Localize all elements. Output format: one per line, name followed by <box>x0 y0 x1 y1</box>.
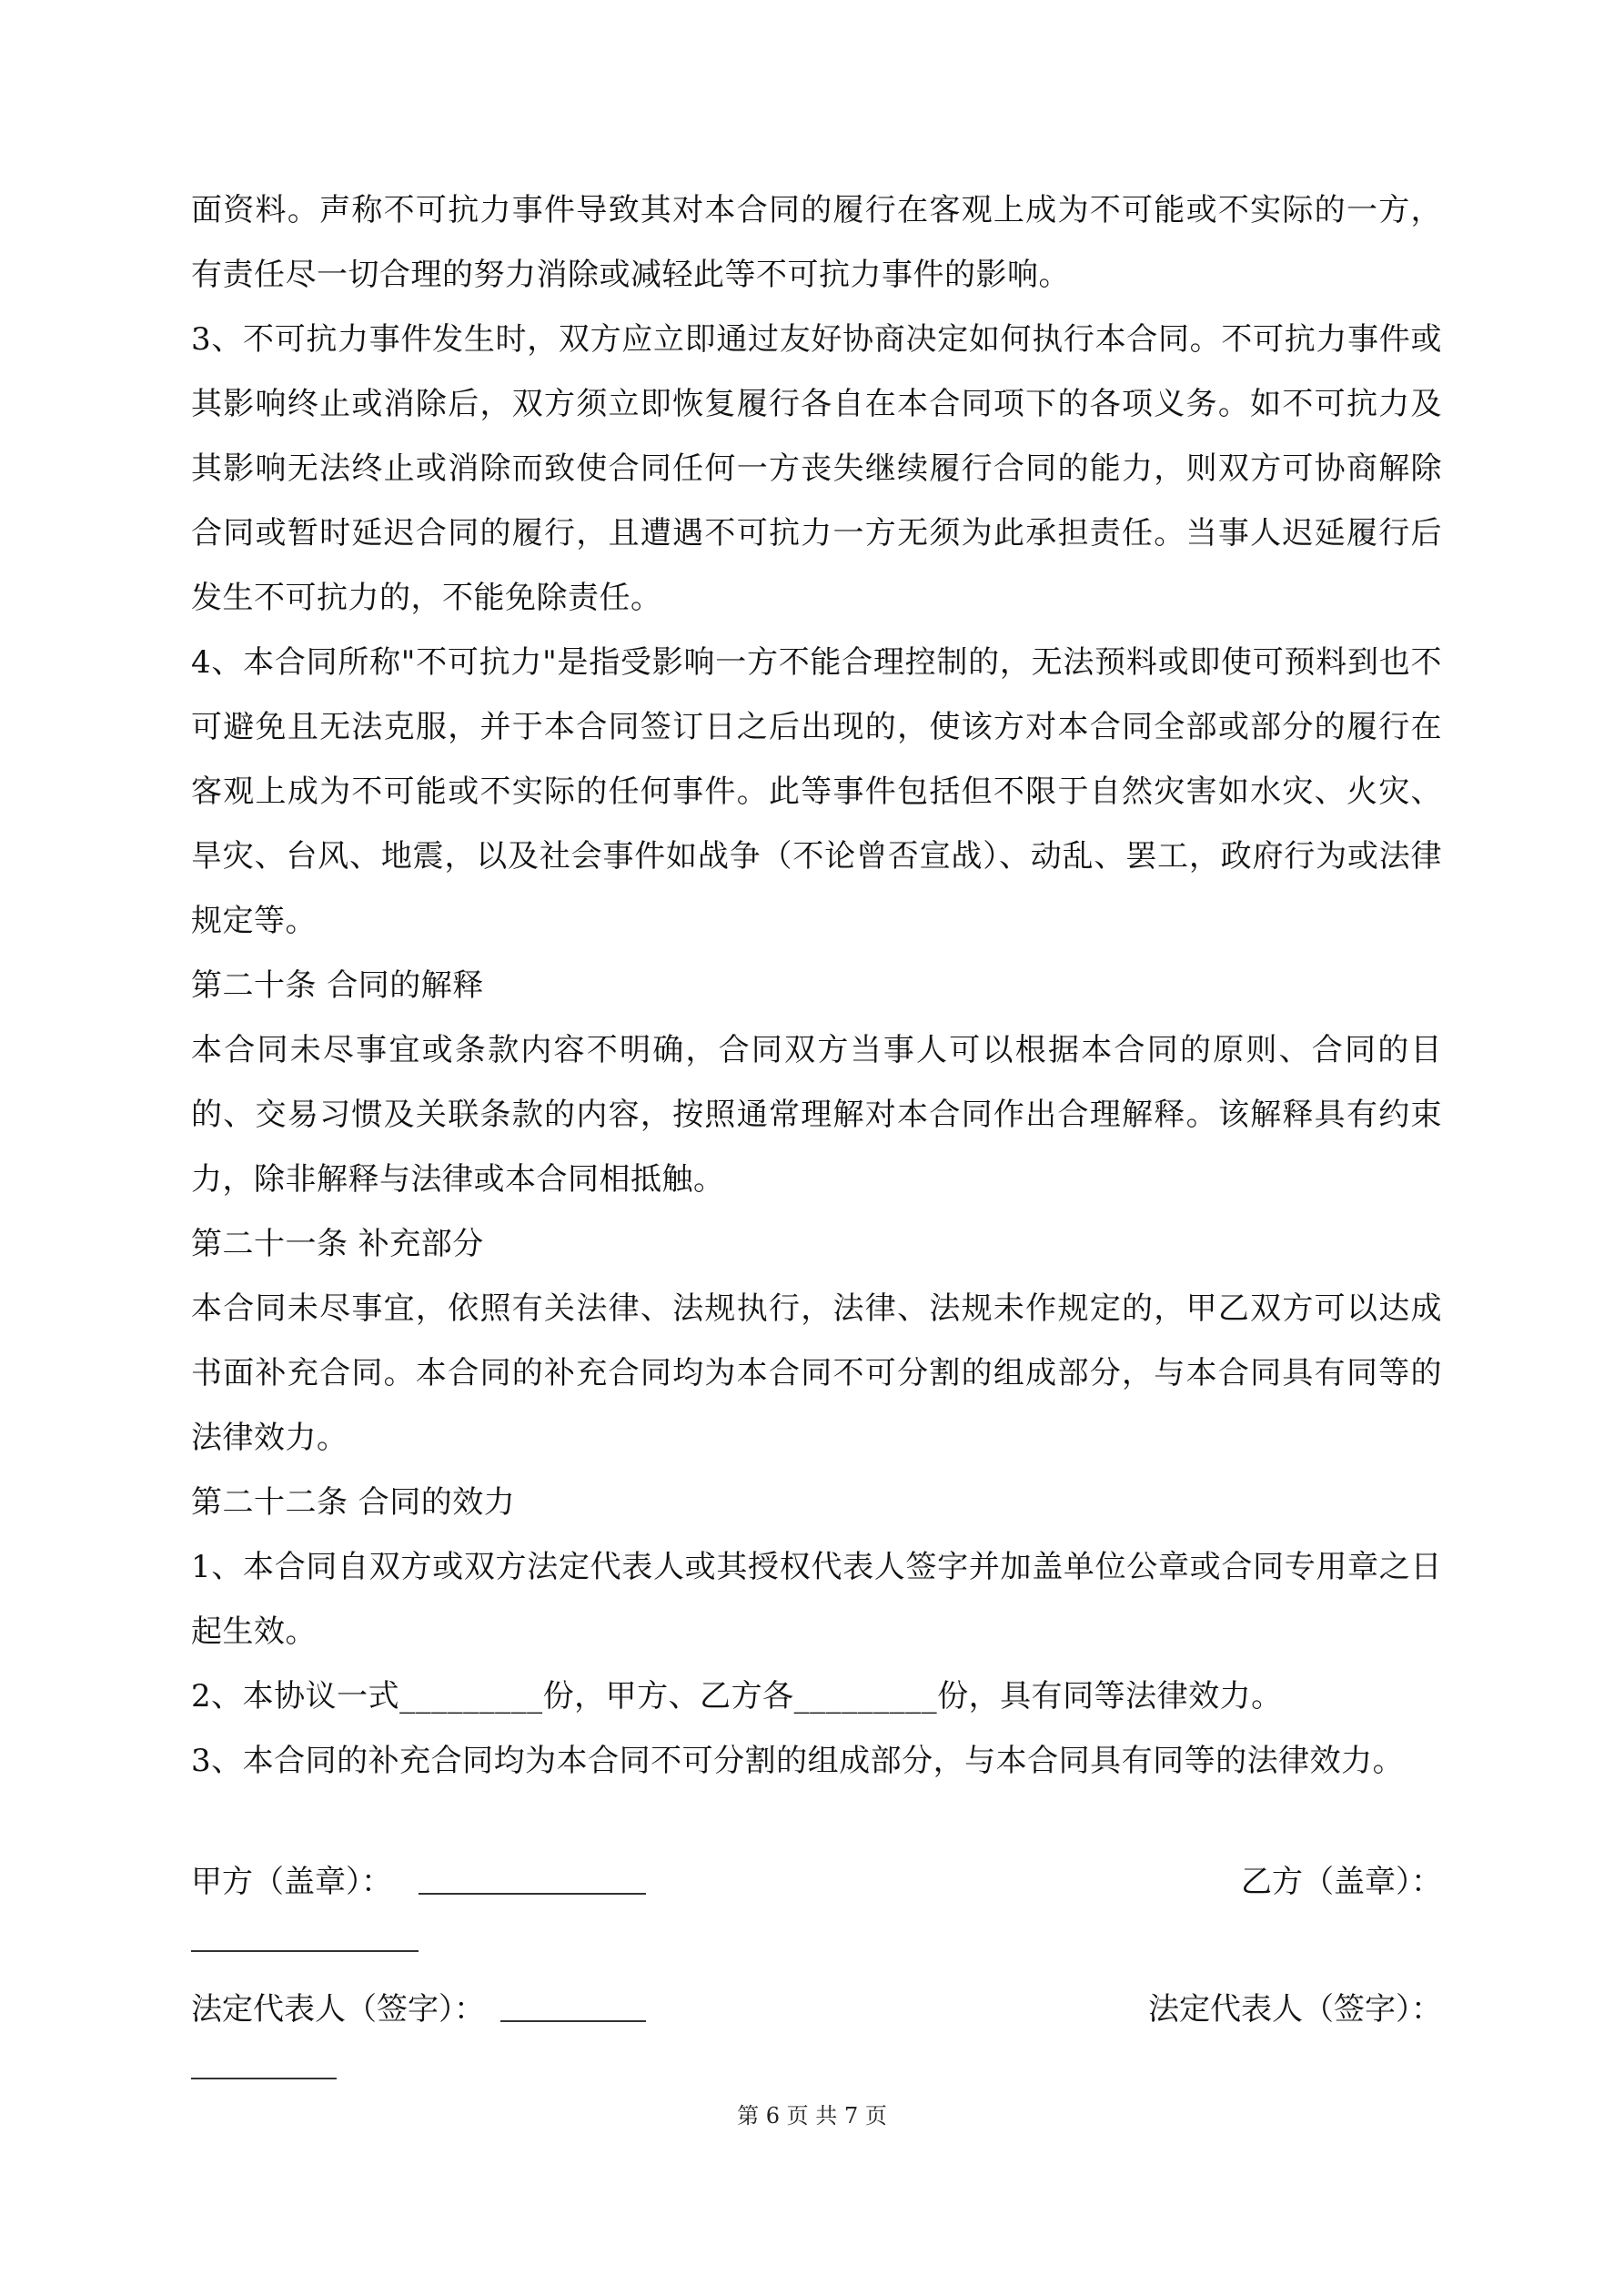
party-b-seal-line <box>191 1950 419 1952</box>
party-b-seal-label: 乙方（盖章）： <box>1241 1864 1442 1900</box>
page-footer: 第 6 页 共 7 页 <box>737 2103 887 2129</box>
paragraph-article-21: 本合同未尽事宜，依照有关法律、法规执行，法律、法规未作规定的，甲乙双方可以达成书面补充合同。本合同的补充合同均为本合同不可分割的组成部分，与本合同具有同等的法律效力。 <box>191 1290 1442 1456</box>
paragraph-article-22-2: 2、本协议一式_________份，甲方、乙方各_________份，具有同等法律效力。 <box>191 1678 1283 1714</box>
contract-body <box>191 178 1442 1794</box>
article-20-heading: 第二十条 合同的解释 <box>191 967 484 1004</box>
party-b-rep-line <box>191 2078 337 2079</box>
party-b-rep-label: 法定代表人（签字）： <box>1148 1991 1442 2028</box>
paragraph-article-22-1: 1、本合同自双方或双方法定代表人或其授权代表人签字并加盖单位公章或合同专用章之日起生效。 <box>191 1549 1442 1650</box>
paragraph-force-majeure-3: 3、不可抗力事件发生时，双方应立即通过友好协商决定如何执行本合同。不可抗力事件或其影响终止或消除后，双方须立即恢复履行各自在本合同项下的各项义务。如不可抗力及其影响无法终止或消除而致使合同任何一方丧失继续履行合同的能力，则双方可协商解除合同或暂时延迟合同的履行，且遭遇不可抗力一方无须为此承担责任。当事人迟延履行后发生不可抗力的，不能免除责任。 <box>191 321 1442 616</box>
party-a-rep-line <box>500 2020 646 2022</box>
paragraph-force-majeure-continuation: 面资料。声称不可抗力事件导致其对本合同的履行在客观上成为不可能或不实际的一方，有责任尽一切合理的努力消除或减轻此等不可抗力事件的影响。 <box>191 192 1442 293</box>
party-seal-row <box>191 1856 1442 1911</box>
party-a-rep-label: 法定代表人（签字）： <box>191 1991 485 2028</box>
article-21-heading: 第二十一条 补充部分 <box>191 1226 484 1262</box>
article-22-heading: 第二十二条 合同的效力 <box>191 1484 516 1521</box>
party-a-seal-line <box>419 1893 646 1895</box>
party-a-seal-label: 甲方（盖章）： <box>191 1864 392 1900</box>
paragraph-article-22-3: 3、本合同的补充合同均为本合同不可分割的组成部分，与本合同具有同等的法律效力。 <box>191 1743 1405 1779</box>
representative-row <box>191 1984 1442 2038</box>
paragraph-article-20: 本合同未尽事宜或条款内容不明确，合同双方当事人可以根据本合同的原则、合同的目的、交易习惯及关联条款的内容，按照通常理解对本合同作出合理解释。该解释具有约束力，除非解释与法律或本合同相抵触。 <box>191 1032 1442 1198</box>
paragraph-force-majeure-4: 4、本合同所称"不可抗力"是指受影响一方不能合理控制的，无法预料或即使可预料到也不可避免且无法克服，并于本合同签订日之后出现的，使该方对本合同全部或部分的履行在客观上成为不可能或不实际的任何事件。此等事件包括但不限于自然灾害如水灾、火灾、旱灾、台风、地震，以及社会事件如战争（不论曾否宣战）、动乱、罢工，政府行为或法律规定等。 <box>191 644 1442 939</box>
